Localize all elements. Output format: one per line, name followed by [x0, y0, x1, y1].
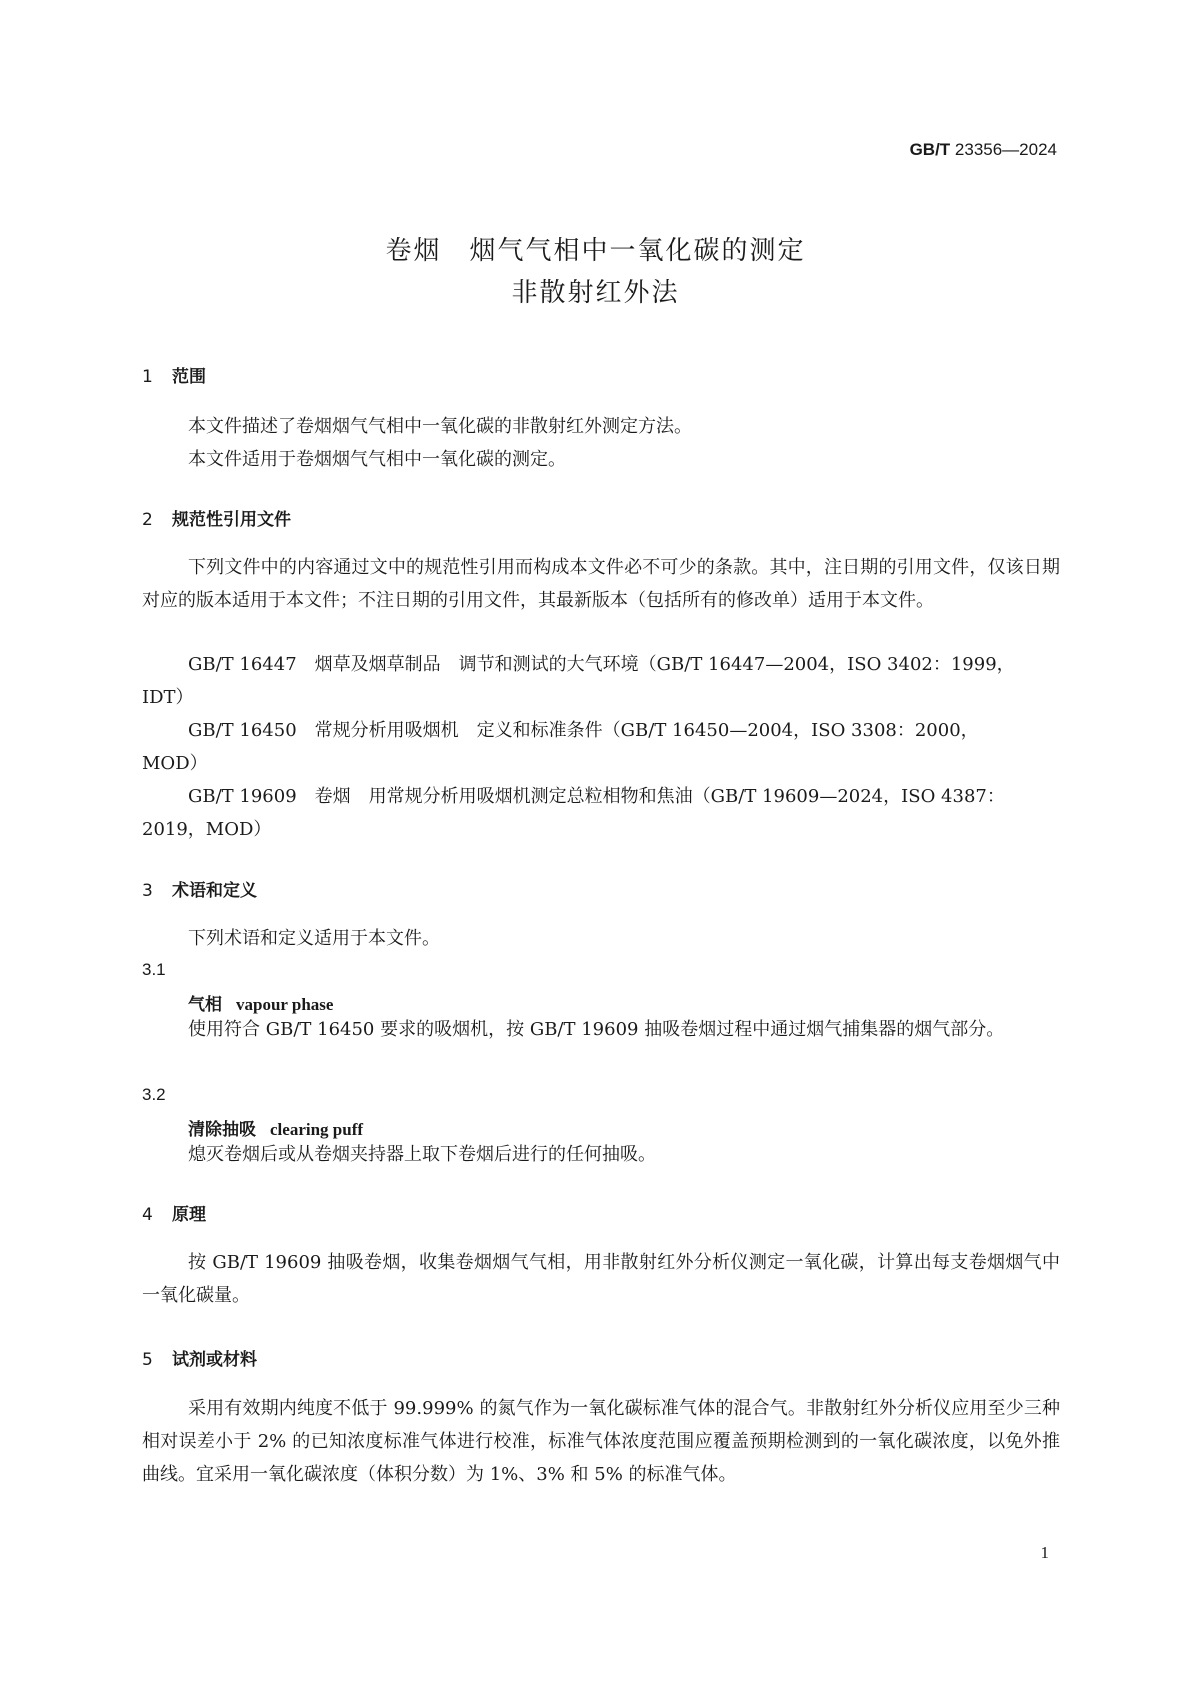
term-heading: 清除抽吸 clearing puff — [188, 1120, 364, 1140]
document-title-line2: 非散射红外法 — [511, 278, 680, 308]
section-2-intro: 下列文件中的内容通过文中的规范性引用而构成本文件必不可少的条款。其中，注日期的引用文件，仅该日期对应的版本适用于本文件；不注日期的引用文件，其最新版本（包括所有的修改单）适用于本文件。 — [142, 557, 1060, 611]
document-number: GB/T 23356—2024 — [909, 140, 1057, 159]
reference-continuation: MOD） — [142, 753, 208, 774]
term-definition: 熄灭卷烟后或从卷烟夹持器上取下卷烟后进行的任何抽吸。 — [188, 1144, 656, 1165]
section-1-para-2: 本文件适用于卷烟烟气气相中一氧化碳的测定。 — [188, 449, 566, 470]
reference-continuation: 2019，MOD） — [142, 819, 272, 840]
term-number: 3.1 — [142, 960, 166, 979]
section-3-intro: 下列术语和定义适用于本文件。 — [188, 928, 440, 949]
reference-line: GB/T 16447 烟草及烟草制品 调节和测试的大气环境（GB/T 16447—2004，ISO 3402：1999， — [188, 654, 1015, 675]
page-number: 1 — [1040, 1543, 1049, 1562]
section-1-para-1: 本文件描述了卷烟烟气气相中一氧化碳的非散射红外测定方法。 — [188, 416, 692, 437]
term-definition: 使用符合 GB/T 16450 要求的吸烟机，按 GB/T 19609 抽吸卷烟过程中通过烟气捕集器的烟气部分。 — [188, 1019, 1005, 1040]
reference-line: GB/T 19609 卷烟 用常规分析用吸烟机测定总粒相物和焦油（GB/T 19609—2024，ISO 4387： — [188, 786, 1005, 807]
section-1-heading: 1 范围 — [142, 367, 206, 387]
section-4-heading: 4 原理 — [142, 1205, 206, 1225]
section-5-para: 采用有效期内纯度不低于 99.999% 的氮气作为一氧化碳标准气体的混合气。非散射红外分析仪应用至少三种相对误差小于 2% 的已知浓度标准气体进行校准，标准气体浓度范围应覆盖预期检测到的一氧化碳浓度，以免外推曲线。宜采用一氧化碳浓度（体积分数）为 1%、3% 和 5% 的标准气体。 — [142, 1398, 1060, 1485]
term-heading: 气相 vapour phase — [188, 995, 334, 1015]
reference-line: GB/T 16450 常规分析用吸烟机 定义和标准条件（GB/T 16450—2004，ISO 3308：2000， — [188, 720, 979, 741]
section-4-para: 按 GB/T 19609 抽吸卷烟，收集卷烟烟气气相，用非散射红外分析仪测定一氧化碳，计算出每支卷烟烟气中一氧化碳量。 — [142, 1252, 1060, 1306]
section-5-heading: 5 试剂或材料 — [142, 1350, 257, 1370]
section-3-heading: 3 术语和定义 — [142, 881, 257, 901]
section-2-heading: 2 规范性引用文件 — [142, 510, 291, 530]
term-number: 3.2 — [142, 1085, 166, 1104]
reference-continuation: IDT） — [142, 687, 194, 708]
document-title-line1: 卷烟 烟气气相中一氧化碳的测定 — [385, 236, 806, 266]
